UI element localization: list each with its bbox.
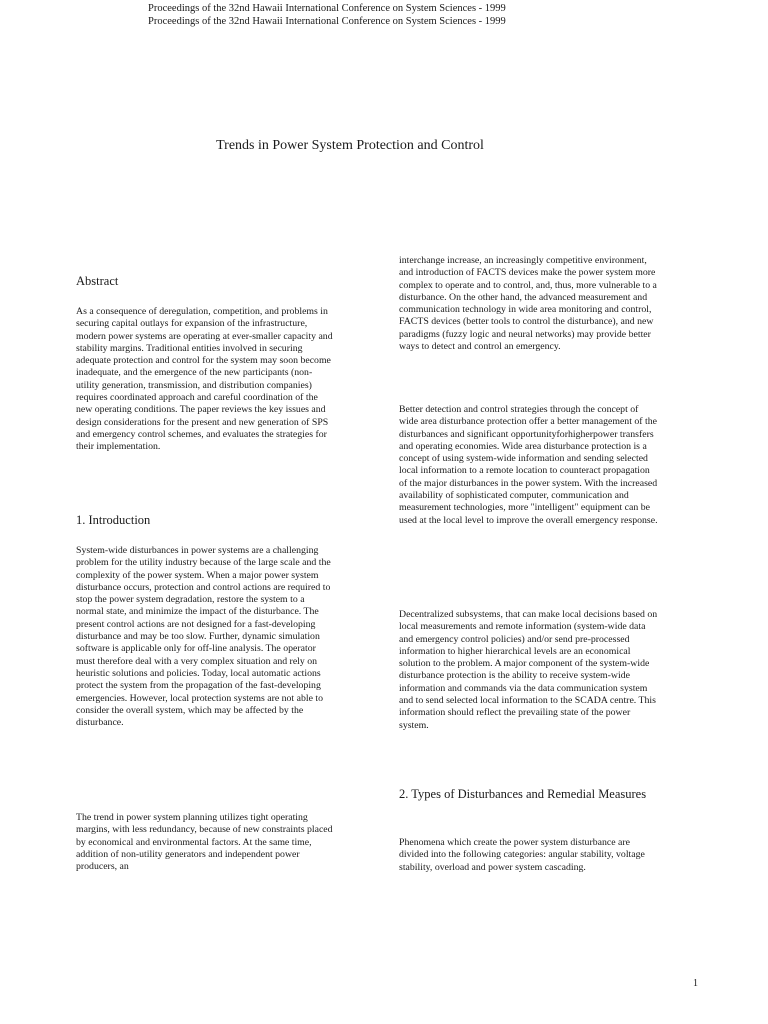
introduction-paragraph-1: System-wide disturbances in power systems are a challenging problem for the utility industry because of the large scale and the complexity of the power system. When a major power system disturbance occurs, protection and control actions are required to stop the power system degradation, restore the system to a normal state, and minimize the impact of the disturbance. The present control actions are not designed for a fast-developing disturbance and may be too slow. Further, dynamic simulation software is applicable only for off-line analysis. The operator must therefore deal with a very complex situation and rely on heuristic solutions and policies. Today, local automatic actions protect the system from the propagation of the fast-developing emergencies. However, local protection systems are not able to consider the overall system, which may be affected by the disturbance. bbox=[76, 545, 331, 729]
paper-title: Trends in Power System Protection and Control bbox=[216, 138, 484, 153]
running-header bbox=[148, 2, 506, 28]
page-number: 1 bbox=[693, 978, 698, 989]
introduction-paragraph-2: The trend in power system planning utilizes tight operating margins, with less redundancy, because of new constraints placed by economical and environmental factors. At the same time, addition of non-utility generators and independent power producers, an bbox=[76, 812, 333, 873]
header-line-2: Proceedings of the 32nd Hawaii International Conference on System Sciences - 1999 bbox=[148, 16, 506, 27]
right-paragraph-1: interchange increase, an increasingly competitive environment, and introduction of FACTS devices make the power system more complex to operate and to control, and, thus, more vulnerable to a disturbance. On the other hand, the advanced measurement and communication technology in wide area monitoring and control, FACTS devices (better tools to control the disturbance), and new paradigms (fuzzy logic and neural networks) may provide better ways to detect and control an emergency. bbox=[399, 255, 657, 353]
section2-heading: 2. Types of Disturbances and Remedial Measures bbox=[399, 787, 647, 801]
right-paragraph-3: Decentralized subsystems, that can make local decisions based on local measurements and remote information (system-wide data and emergency control policies) and/or send pre-processed information to higher hierarchical levels are an economical solution to the problem. A major component of the system-wide disturbance protection is the ability to receive system-wide information and commands via the data communication system and to send selected local information to the SCADA centre. This information should reflect the prevailing state of the power system. bbox=[399, 609, 658, 731]
abstract-heading: Abstract bbox=[76, 274, 119, 288]
right-paragraph-2: Better detection and control strategies through the concept of wide area disturbance protection offer a better management of the disturbances and significant opportunityforhigherpower transfers and operating economies. Wide area disturbance protection is a concept of using system-wide information and sending selected local information to a remote location to counteract propagation of the major disturbances in the power system. With the increased availability of sophisticated computer, communication and measurement technologies, more "intelligent" equipment can be used at the local level to improve the overall emergency response. bbox=[399, 404, 658, 526]
header-line-1: Proceedings of the 32nd Hawaii International Conference on System Sciences - 1999 bbox=[148, 3, 506, 14]
introduction-heading: 1. Introduction bbox=[76, 513, 151, 527]
abstract-text: As a consequence of deregulation, competition, and problems in securing capital outlays for expansion of the infrastructure, modern power systems are operating at ever-smaller capacity and stability margins. Traditional entities involved in securing adequate protection and control for the system may soon become inadequate, and the emergence of the new participants (non-utility generation, transmission, and distribution companies) requires coordinated approach and careful coordination of the new operating conditions. The paper reviews the key issues and design considerations for the present and new generation of SPS and emergency control schemes, and evaluates the strategies for their implementation. bbox=[76, 306, 333, 453]
section2-paragraph-1: Phenomena which create the power system disturbance are divided into the following categories: angular stability, voltage stability, overload and power system cascading. bbox=[399, 837, 645, 873]
